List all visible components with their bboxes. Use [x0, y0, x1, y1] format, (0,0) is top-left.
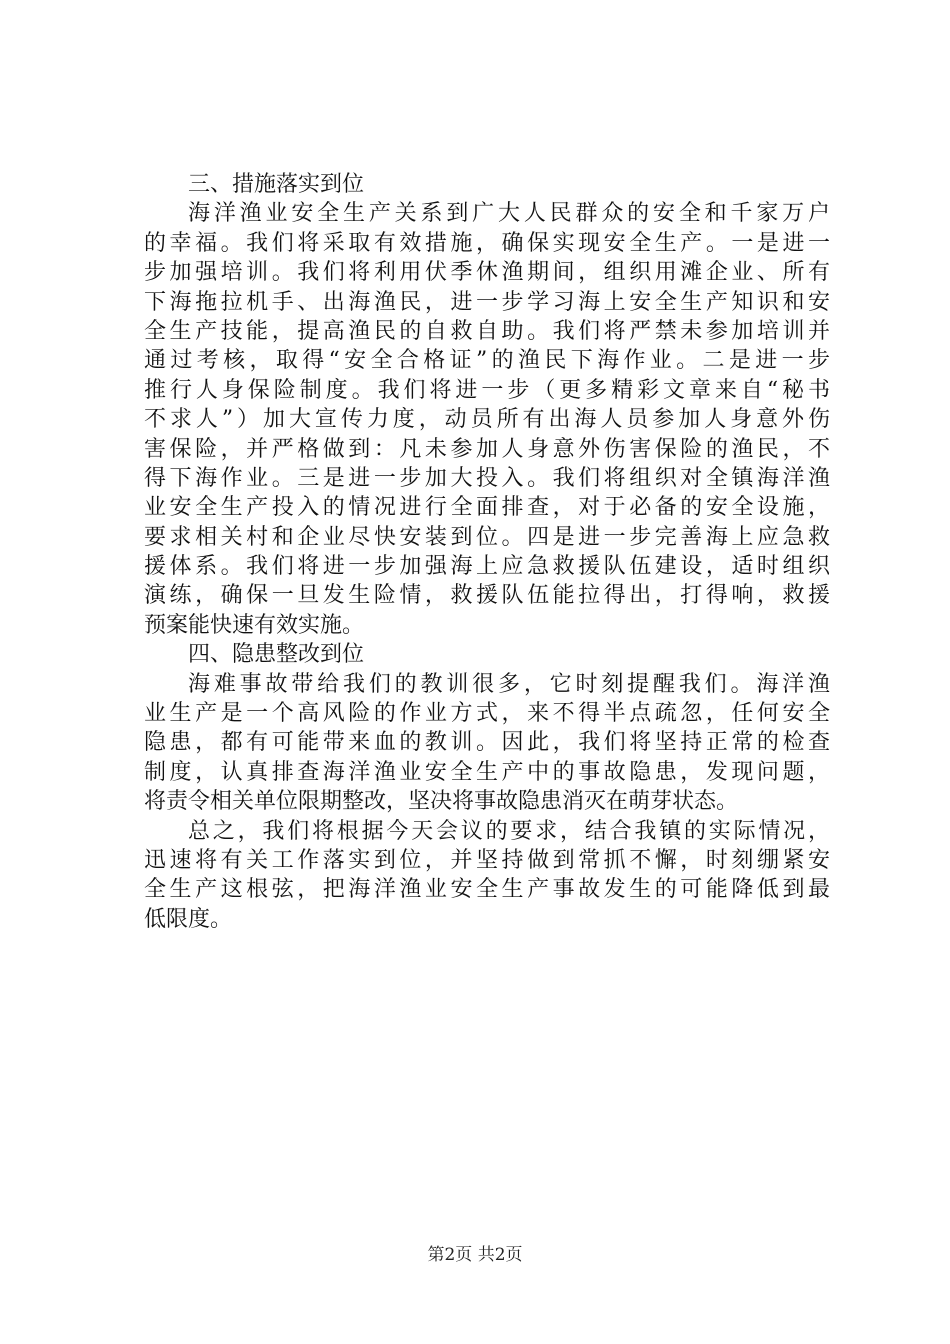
text-line: 预案能快速有效实施。: [144, 612, 365, 638]
paragraph: [144, 199, 830, 640]
text-line: 隐患，都有可能带来血的教训。因此，我们将坚持正常的检查: [144, 730, 830, 756]
paragraph: [144, 817, 830, 935]
text-line: 业生产是一个高风险的作业方式，来不得半点疏忽，任何安全: [144, 701, 830, 727]
text-line: 下海拖拉机手、出海渔民，进一步学习海上安全生产知识和安: [144, 289, 830, 315]
text-line: 全生产这根弦，把海洋渔业安全生产事故发生的可能降低到最: [144, 877, 830, 903]
text-line: 得下海作业。三是进一步加大投入。我们将组织对全镇海洋渔: [144, 465, 830, 491]
paragraph: [144, 670, 830, 817]
text-line: 演练，确保一旦发生险情，救援队伍能拉得出，打得响，救援: [144, 583, 830, 609]
text-line: 全生产技能，提高渔民的自救自助。我们将严禁未参加培训并: [144, 318, 830, 344]
section-heading: 四、隐患整改到位: [188, 642, 365, 668]
text-line: 总之，我们将根据今天会议的要求，结合我镇的实际情况，: [188, 818, 830, 844]
text-line: 通过考核，取得“安全合格证”的渔民下海作业。二是进一步: [144, 348, 830, 374]
text-line: 海难事故带给我们的教训很多，它时刻提醒我们。海洋渔: [188, 671, 830, 697]
text-line: 要求相关村和企业尽快安装到位。四是进一步完善海上应急救: [144, 524, 830, 550]
text-line: 低限度。: [144, 906, 233, 932]
text-line: 的幸福。我们将采取有效措施，确保实现安全生产。一是进一: [144, 230, 830, 256]
page-number: 第2页 共2页: [427, 1245, 523, 1265]
section-heading: 三、措施落实到位: [188, 172, 365, 197]
text-line: 害保险，并严格做到：凡未参加人身意外伤害保险的渔民，不: [144, 436, 830, 462]
text-line: 海洋渔业安全生产关系到广大人民群众的安全和千家万户: [188, 201, 830, 227]
text-line: 迅速将有关工作落实到位，并坚持做到常抓不懈，时刻绷紧安: [144, 847, 830, 873]
text-line: 不求人”）加大宣传力度，动员所有出海人员参加人身意外伤: [144, 407, 830, 433]
text-line: 制度，认真排查海洋渔业安全生产中的事故隐患，发现问题，: [144, 759, 830, 785]
text-line: 步加强培训。我们将利用伏季休渔期间，组织用滩企业、所有: [144, 260, 830, 286]
text-line: 推行人身保险制度。我们将进一步（更多精彩文章来自“秘书: [144, 377, 830, 403]
text-line: 将责令相关单位限期整改，坚决将事故隐患消灭在萌芽状态。: [144, 789, 739, 815]
text-line: 援体系。我们将进一步加强海上应急救援队伍建设，适时组织: [144, 554, 830, 580]
text-line: 业安全生产投入的情况进行全面排查，对于必备的安全设施，: [144, 495, 830, 521]
document-body: [144, 170, 830, 934]
